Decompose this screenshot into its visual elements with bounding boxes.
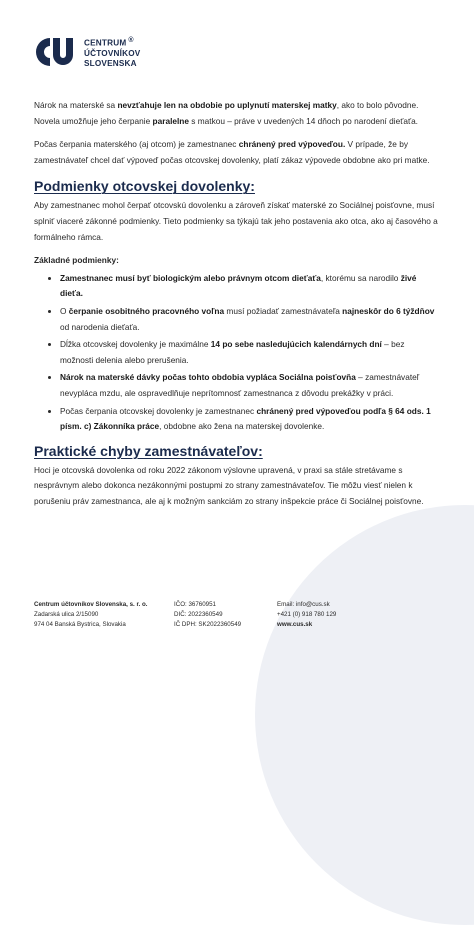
intro-paragraph-1: Nárok na materské sa nevzťahuje len na obdobie po uplynutí materskej matky, ako to bolo pôvodne. Novela umožňuje jeho čerpanie paralelne s matkou – práve v uvedených 14 dňoch po narodení dieťaťa.: [34, 100, 419, 126]
logo-text: [84, 36, 140, 69]
footer-website[interactable]: www.cus.sk: [277, 621, 313, 628]
list-item: • Nárok na materské dávky počas tohto obdobia vypláca Sociálna poisťovňa – zamestnávateľ nevypláca mzdu, ale ospravedlňuje neprítomnosť zamestnanca z dôvodu prekážky v práci.: [60, 370, 439, 401]
list-item: • O čerpanie osobitného pracovného voľna musí požiadať zamestnávateľa najneskôr do 6 týždňov od narodenia dieťaťa.: [60, 304, 439, 335]
employer-mistakes-paragraph: Hoci je otcovská dovolenka od roku 2022 zákonom výslovne upravená, v praxi sa stále stretávame s nesprávnym alebo dokonca nezákonnými postupmi zo strany zamestnávateľov. Tie môžu viesť nielen k porušeniu práv zamestnanca, ale aj k možným sankciám zo strany inšpekcie práce či Sociálnej poisťovne.: [34, 464, 424, 506]
intro-paragraph-2: Počas čerpania materského (aj otcom) je zamestnanec chránený pred výpoveďou. V prípade, že by zamestnávateľ chcel dať výpoveď počas otcovskej dovolenky, platí zákaz výpovede obdobne ako pri matke.: [34, 139, 430, 165]
logo-line-2: ÚČTOVNÍKOV: [84, 48, 141, 58]
footer-email[interactable]: Email: info@cus.sk: [277, 601, 330, 608]
footer-icdph: IČ DPH: SK2022360549: [174, 621, 242, 628]
list-item: • Dĺžka otcovskej dovolenky je maximálne 14 po sebe nasledujúcich kalendárnych dní – bez možnosti delenia alebo prerušenia.: [60, 337, 439, 368]
logo-mark-icon: [34, 36, 78, 68]
basic-conditions-subheading: Základné podmienky:: [34, 255, 119, 266]
registered-mark: ®: [128, 37, 134, 44]
footer-street: Zadarská ulica 2/15090: [34, 611, 99, 618]
footer-city: 974 04 Banská Bystrica, Slovakia: [34, 621, 126, 628]
footer-company: Centrum účtovníkov Slovenska, s. r. o.: [34, 601, 148, 608]
logo-line-1: CENTRUM: [84, 38, 127, 48]
logo: [34, 36, 140, 69]
decorative-circle: [255, 505, 474, 925]
footer-ico: IČO: 36760951: [174, 601, 216, 608]
list-item: • Počas čerpania otcovskej dovolenky je zamestnanec chránený pred výpoveďou podľa § 64 ods. 1 písm. c) Zákonníka práce, obdobne ako žena na materskej dovolenke.: [60, 404, 439, 435]
document-body: [34, 98, 439, 517]
footer-dic: DIČ: 2022360549: [174, 611, 223, 618]
conditions-paragraph: Aby zamestnanec mohol čerpať otcovskú dovolenku a zároveň získať materské zo Sociálnej poisťovne, musí splniť viaceré zákonné podmienky. Tieto podmienky sa týkajú tak jeho postavenia ako otca, ako aj časového a formálneho rámca.: [34, 200, 438, 242]
list-item: • Zamestnanec musí byť biologickým alebo právnym otcom dieťaťa, ktorému sa narodilo živé dieťa.: [60, 271, 439, 302]
logo-line-3: SLOVENSKA: [84, 58, 137, 68]
section-heading-employer-mistakes: Praktické chyby zamestnávateľov:: [34, 442, 263, 459]
conditions-list: [34, 271, 439, 435]
section-heading-conditions: Podmienky otcovskej dovolenky:: [34, 178, 255, 195]
footer-phone[interactable]: +421 (0) 918 780 129: [277, 611, 337, 618]
